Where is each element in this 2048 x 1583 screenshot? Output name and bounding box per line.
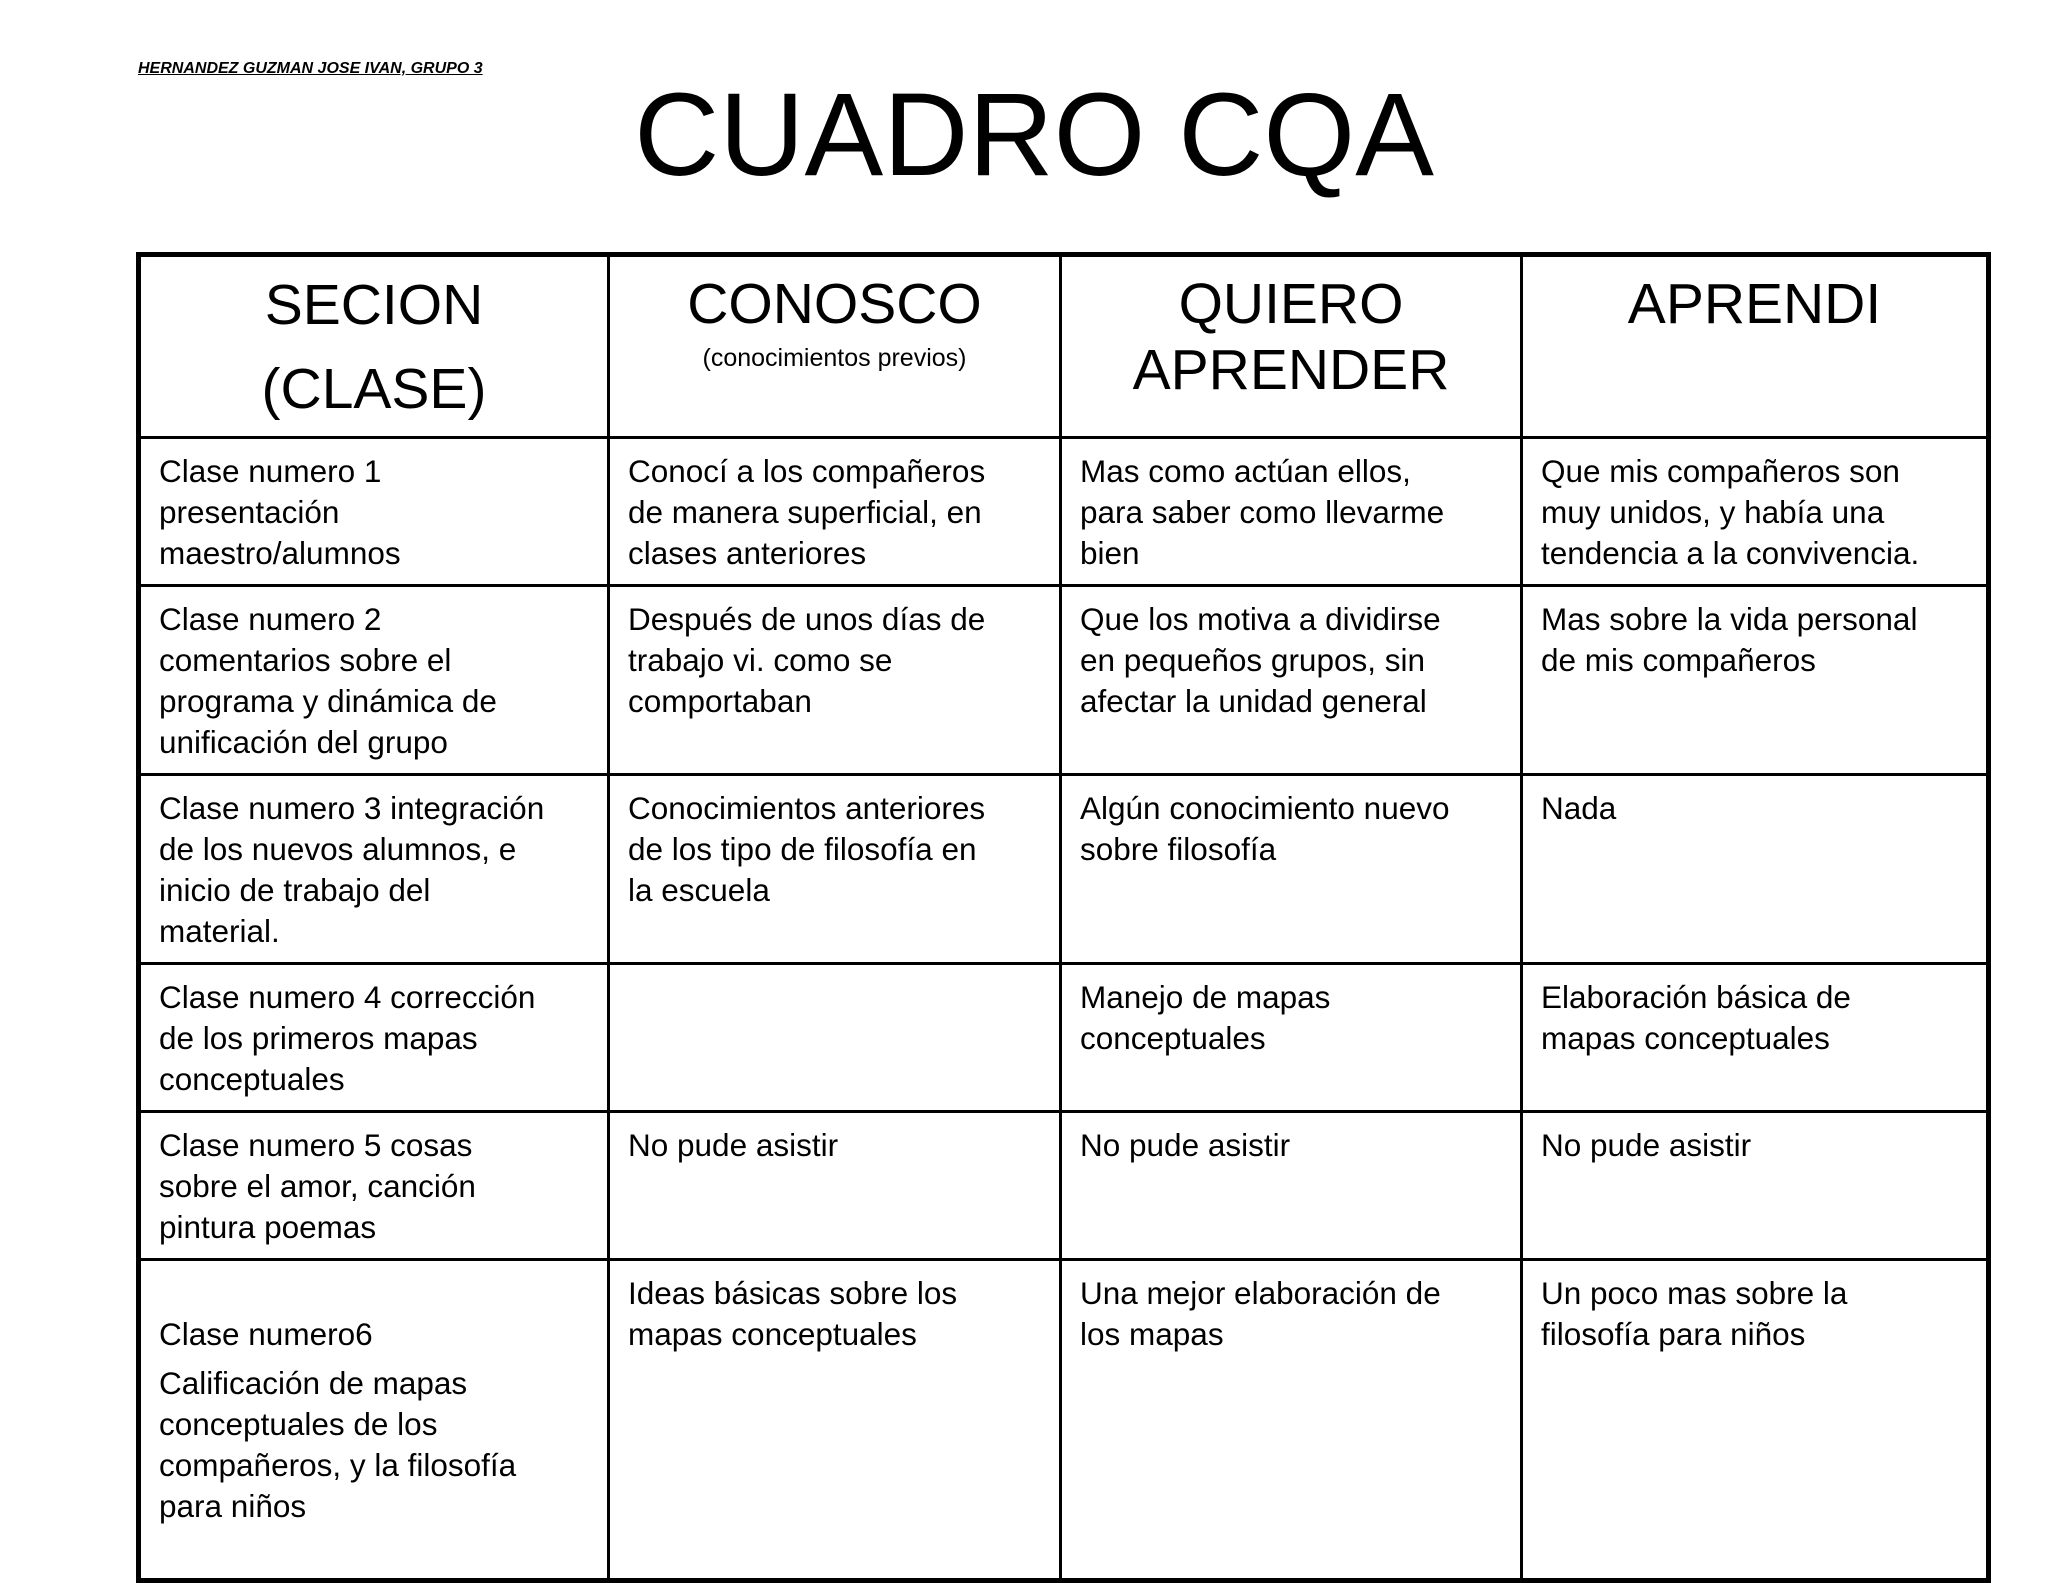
table-row (139, 438, 1989, 586)
header-row (139, 255, 1989, 438)
cell-want: Una mejor elaboración de los mapas (1061, 1260, 1522, 1581)
cell-learned: Mas sobre la vida personal de mis compañeros (1522, 586, 1989, 775)
session-title: Clase numero6 (159, 1316, 373, 1352)
cell-know: Después de unos días de trabajo vi. como se comportaban (609, 586, 1061, 775)
cqa-table (136, 252, 1991, 1583)
column-header-sublabel: (conocimientos previos) (702, 344, 967, 372)
table-row (139, 964, 1989, 1112)
cell-know (609, 964, 1061, 1112)
column-header-label: CONOSCO (687, 272, 982, 336)
cell-session: Clase numero 5 cosas sobre el amor, canción pintura poemas (139, 1112, 609, 1260)
session-detail: Calificación de mapas conceptuales de los compañeros, y la filosofía para niños (159, 1365, 517, 1524)
cell-want: Manejo de mapas conceptuales (1061, 964, 1522, 1112)
cell-know: Conocí a los compañeros de manera superficial, en clases anteriores (609, 438, 1061, 586)
cell-know: Ideas básicas sobre los mapas conceptuales (609, 1260, 1061, 1581)
column-header-label: SECION (CLASE) (261, 273, 487, 421)
cell-learned: No pude asistir (1522, 1112, 1989, 1260)
cell-learned: Nada (1522, 775, 1989, 964)
cell-session (139, 1260, 609, 1581)
cell-want: No pude asistir (1061, 1112, 1522, 1260)
cell-session: Clase numero 3 integración de los nuevos alumnos, e inicio de trabajo del material. (139, 775, 609, 964)
column-header-want (1061, 255, 1522, 438)
column-header-label: QUIERO APRENDER (1132, 272, 1450, 402)
table-row (139, 1112, 1989, 1260)
column-header-session (139, 255, 609, 438)
cell-want: Mas como actúan ellos, para saber como llevarme bien (1061, 438, 1522, 586)
column-header-know (609, 255, 1061, 438)
column-header-label: APRENDI (1627, 272, 1882, 336)
cell-learned: Elaboración básica de mapas conceptuales (1522, 964, 1989, 1112)
table-row (139, 1260, 1989, 1581)
author-line: HERNANDEZ GUZMAN JOSE IVAN, GRUPO 3 (138, 60, 483, 77)
column-header-learned (1522, 255, 1989, 438)
table-row (139, 586, 1989, 775)
cell-learned: Un poco mas sobre la filosofía para niños (1522, 1260, 1989, 1581)
cell-know: Conocimientos anteriores de los tipo de filosofía en la escuela (609, 775, 1061, 964)
cell-session: Clase numero 1 presentación maestro/alumnos (139, 438, 609, 586)
cell-learned: Que mis compañeros son muy unidos, y había una tendencia a la convivencia. (1522, 438, 1989, 586)
cell-session: Clase numero 2 comentarios sobre el programa y dinámica de unificación del grupo (139, 586, 609, 775)
page-title: CUADRO CQA (634, 69, 1434, 201)
cell-know: No pude asistir (609, 1112, 1061, 1260)
cell-want: Algún conocimiento nuevo sobre filosofía (1061, 775, 1522, 964)
table-row (139, 775, 1989, 964)
cell-want: Que los motiva a dividirse en pequeños grupos, sin afectar la unidad general (1061, 586, 1522, 775)
cell-session: Clase numero 4 corrección de los primeros mapas conceptuales (139, 964, 609, 1112)
